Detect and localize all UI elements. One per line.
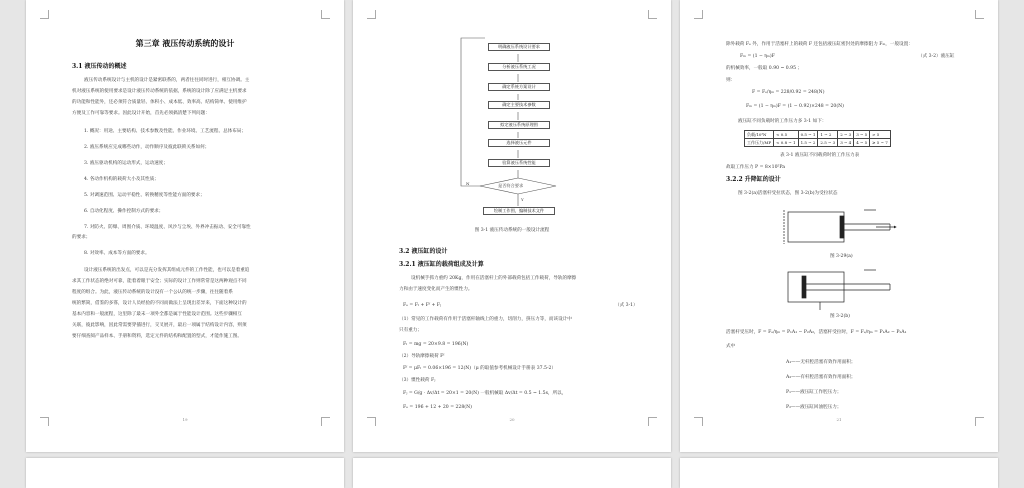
equation: Fᶠ = μFₗ = 0.06×196 = 12(N)（μ 的取值参考机械设计手册表 37.5-2） (403, 366, 557, 371)
flow-step-box: 分析液压系统工况 (488, 63, 550, 71)
section-heading: 3.2 液压缸的设计 (399, 248, 448, 255)
flow-no-label: N (466, 181, 470, 186)
table-cell: < 0.5 (774, 131, 798, 139)
paragraph-line: 方便及工作可靠等要求。因此设计开始，首先必须搞清楚下列问题： (72, 111, 210, 116)
list-item: 6. 自动化程度、操作控制方式的要求； (84, 209, 164, 214)
chapter-title: 第三章 液压传动系统的设计 (135, 38, 235, 48)
table-cell: 3 ~ 4 (838, 139, 854, 147)
page-number: 20 (509, 417, 515, 422)
table-cell: 1 ~ 2 (818, 131, 838, 139)
paragraph-line: （1）常见的工作载荷有作用于活塞杆轴线上的重力，切削力，挤压力等，而该设计中 (399, 317, 572, 322)
table-row (745, 139, 891, 147)
definition-line: A₂——有杆腔活塞有效作用面积； (786, 375, 856, 380)
list-item: 4. 各动作机构的载荷大小及其性质； (84, 177, 159, 182)
equation: Fⱼ = G/g · Δv/Δt = 20×1 = 20(N) 一般机械取 Δv/Δt = 0.5 ~ 1.5s，所以， (403, 391, 567, 396)
paragraph-line: 设机械手抓力重约 20Kg，作用在活塞杆上的外部载荷包括工作载荷，导轨的摩擦 (411, 276, 577, 281)
flow-step-box: 确定系统方案设计 (488, 83, 550, 91)
definition-line: A₁——无杆腔活塞有效作用面积； (786, 360, 856, 365)
table-cell: 2.5 ~ 3 (818, 139, 838, 147)
list-item: 的要求； (72, 235, 91, 240)
flow-step-box: 验算液压系统性能 (488, 159, 550, 167)
pressure-table (744, 130, 891, 147)
flow-yes-label: Y (521, 197, 524, 202)
list-item: 7. 对防火、防爆、周围介质、环境温度、风沙与尘埃、外界冲击振动、安全可靠性 (84, 225, 251, 230)
paragraph-line: 图 3-2(a)活塞杆受拉状态，图 3-2(b)为受拉状态 (738, 191, 838, 196)
table-cell: 2 ~ 3 (838, 131, 854, 139)
table-cell: ≥ 5 ~ 7 (870, 139, 891, 147)
flow-step-box: 选择液压元件 (488, 139, 550, 147)
paragraph-line: （3）惯性载荷 Fⱼ (399, 378, 436, 383)
table-cell: 3 ~ 5 (854, 131, 870, 139)
paragraph-line: 式中 (726, 344, 736, 349)
paragraph-line: 要仔细查阅产品样本、手册和资料，选定元件的结构和配置的型式，才能作施工图。 (72, 334, 242, 339)
paragraph-line: 的功能和性能外，还必须符合质量轻、体积小、成本低、效率高、结构简单、使用维护 (72, 100, 247, 105)
page-number: 21 (836, 417, 842, 422)
definition-line: P₂——液压缸回油腔压力； (786, 405, 842, 410)
crop-mark (40, 10, 49, 19)
document-page-21 (680, 0, 998, 452)
equation-number: （式 3-1） (615, 303, 638, 308)
decision-label: 是否符合要求 (498, 183, 524, 188)
flow-step-box: 拟定液压系统原理图 (488, 121, 550, 129)
table-cell: > 5 (870, 131, 891, 139)
cylinder-diagram-a (780, 202, 900, 252)
list-item: 3. 液压驱动机构的运动形式，运动速度； (84, 161, 168, 166)
document-page-20 (353, 0, 671, 452)
paragraph-line: 基本内容和一般流程，这里除了最末一项外全都是属于性能设计范围。这些步骤相互 (72, 312, 242, 317)
definition-line: P₁——液压缸工作腔压力； (786, 390, 842, 395)
figure-caption: 图 3-29(a) (830, 254, 853, 259)
list-item: 5. 对调速范围、运动平稳性、转换精度等性能方面的要求； (84, 193, 205, 198)
crop-mark (321, 10, 330, 19)
equation: Fₘ = (1 − ηₘ)F (740, 54, 775, 59)
table-cell: 工作压力/MP (745, 139, 774, 147)
paragraph-line: （2）导轨摩擦载荷 Fᶠ (399, 354, 445, 359)
cylinder-diagram-b (780, 262, 900, 312)
paragraph-line: 机对液压系统的使用要求是设计液压传动系统的依据，系统的设计除了应满足主机要求 (72, 89, 247, 94)
table-cell: 负载/10³N (745, 131, 774, 139)
equation: Fₑ = Fₗ + Fᶠ + Fⱼ (403, 303, 442, 308)
table-cell: 1.5 ~ 2 (798, 139, 818, 147)
document-page-19 (26, 0, 344, 452)
subsection-heading: 3.2.1 液压缸的载荷组成及计算 (399, 261, 484, 268)
table-cell: < 0.8 ~ 1 (774, 139, 798, 147)
section-heading: 3.1 液压传动的概述 (72, 63, 127, 70)
table-cell: 0.5 ~ 1 (798, 131, 818, 139)
equation: Fₘ = (1 − ηₘ)F = (1 − 0.92)×248 = 20(N) (746, 104, 844, 109)
paragraph-line: 求其工作状态的绝对可靠，能着着眼于安全；实际的设计工作则常常是这两种观点不同 (72, 279, 247, 284)
paragraph-line: 故取工作压力 P = 8×10⁵Pa (726, 165, 785, 170)
paragraph-line: 只有重力； (399, 328, 422, 333)
equation: Fₑ = 196 + 12 + 20 = 228(N) (403, 405, 472, 410)
paragraph-line: 则： (726, 78, 736, 83)
document-page-next (26, 458, 344, 488)
flow-step-box: 明确液压系统设计要求 (488, 43, 550, 51)
paragraph-line: 除外载荷 Fₑ 外，作用于活塞杆上的载荷 F 还包括液压缸密封处的摩擦阻力 Fₘ，一般设置： (726, 42, 913, 47)
crop-mark (975, 10, 984, 19)
paragraph-line: 关联，彼此影响，因此常需要穿插进行，交叉展开，最后一项属于结构设计内容，则须 (72, 323, 247, 328)
page-number: 19 (182, 417, 188, 422)
paragraph-line: 设计液压系统的出发点，可以是充分发挥其组成元件的工作性能，也可以是着重追 (84, 268, 250, 273)
equation: Fₗ = mg = 20×9.8 = 196(N) (403, 342, 469, 347)
flow-step-box: 绘制工作图，编制技术文件 (483, 207, 555, 215)
paragraph-line: 液压缸不同负载时的工作压力多 3-1 如下： (738, 119, 827, 124)
paragraph-line: 液压传动系统设计与主机的设计是紧密联系的，两者往往同时进行，相互协调。主 (84, 78, 250, 83)
table-caption: 表 3-1 液压缸不同载荷时的工作压力表 (780, 153, 860, 158)
paragraph-line: 程度的组合。为此，液压传动系统的设计没有一个公认的统一步骤，往往随着系 (72, 290, 233, 295)
document-page-next (353, 458, 671, 488)
table-cell: 4 ~ 5 (854, 139, 870, 147)
equation-number: （式 3-2）液压缸 (918, 54, 955, 59)
equation-line: 活塞杆受压时，F = Fₑ/ηₘ = P₁A₁ − P₂A₂，活塞杆受拉时，F = Fₑ/ηₘ = P₁A₂ − P₂A₁ (726, 330, 907, 335)
paragraph-line: 力和由于速度变化而产生的惯性力。 (399, 287, 473, 292)
paragraph-line: 的机械效率，一般取 0.90 ~ 0.95 ； (726, 66, 803, 71)
flowchart-connectors (353, 0, 671, 230)
paragraph-line: 统的繁简，借鉴的多寡，设计人员经验的不同而做法上呈现出差异来，下面这种设计的 (72, 301, 247, 306)
figure-caption: 图 3-1 液压传动系统的一般设计流程 (474, 228, 550, 233)
equation: F = Fₑ/ηₘ = 228/0.92 = 248(N) (752, 90, 825, 95)
list-item: 1. 概况：用途、主要结构、技术参数及性能、作业环境、工艺流程、总体布局； (84, 129, 247, 134)
list-item: 2. 液压系统应完成哪些动作，动作顺序及彼此联锁关系如何； (84, 145, 210, 150)
list-item: 8. 对效率、成本等方面的要求。 (84, 251, 150, 256)
document-page-next (680, 458, 998, 488)
table-row (745, 131, 891, 139)
subsection-heading: 3.2.2 升降缸的设计 (726, 176, 781, 183)
crop-mark (694, 10, 703, 19)
flow-step-box: 确定主要技术参数 (488, 101, 550, 109)
figure-caption: 图 3-2(b) (830, 314, 850, 319)
